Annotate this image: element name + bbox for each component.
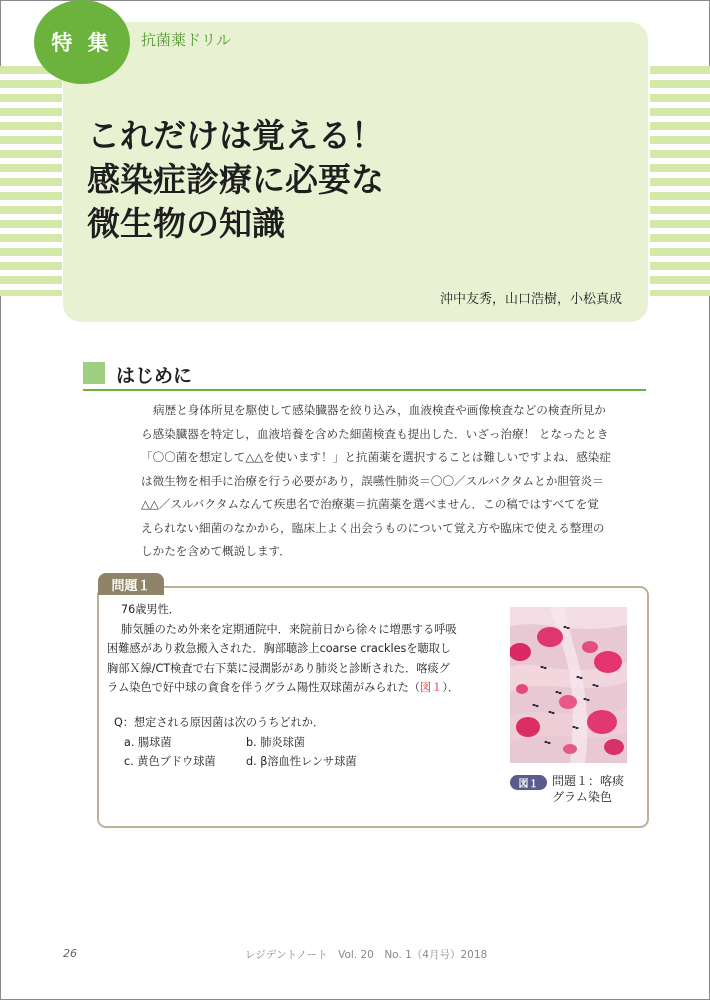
case-line: 困難感があり救急搬入された．胸部聴診上coarse cracklesを聴取し <box>107 642 452 656</box>
intro-line: △△／スルバクタムなんて疾患名で治療薬＝抗菌薬を選べません．この稿ではすべてを覚 <box>141 497 599 511</box>
section-rule <box>83 389 646 391</box>
problem-label: 問題１ <box>98 573 164 595</box>
title-line: 感染症診療に必要な <box>87 160 384 199</box>
option-row <box>114 752 504 772</box>
figure-reference-link[interactable]: 図１ <box>420 681 443 695</box>
option-d: d. β溶血性レンサ球菌 <box>246 755 357 769</box>
case-line-with-ref <box>107 678 502 698</box>
intro-paragraph <box>141 399 647 564</box>
option-a: a. 腸球菌 <box>124 735 172 749</box>
gram-stain-image <box>510 607 627 763</box>
intro-line: は微生物を相手に治療を行う必要があり，誤嚥性肺炎＝〇〇／スルバクタムとか胆管炎＝ <box>141 473 604 488</box>
category-label: 抗菌薬ドリル <box>141 31 232 49</box>
caption-line: 問題１：喀痰 <box>552 774 625 788</box>
figure-caption <box>552 773 638 805</box>
option-c: c. 黄色ブドウ球菌 <box>124 755 216 769</box>
intro-line: 「〇〇菌を想定して△△を使います！」と抗菌薬を選択することは難しいですよね．感染症 <box>141 450 611 464</box>
article-title <box>87 114 607 246</box>
problem-case <box>107 600 502 698</box>
case-line: 76歳男性． <box>121 603 180 616</box>
question-text: Q：想定される原因菌は次のうちどれか． <box>114 716 325 729</box>
case-line-close: ）． <box>442 681 460 695</box>
figure-badge: 図１ <box>510 775 547 790</box>
intro-line: 病歴と身体所見を駆使して感染臓器を絞り込み，血液検査や画像検査などの検査所見か <box>153 403 606 417</box>
option-row <box>114 733 504 753</box>
title-line: 微生物の知識 <box>87 204 285 243</box>
section-heading: はじめに <box>116 365 193 387</box>
intro-line: しかたを含めて概説します． <box>141 544 291 558</box>
case-line: 肺気腫のため外来を定期通院中．来院前日から徐々に増悪する呼吸 <box>121 622 457 636</box>
case-line: 胸部Ｘ線/CT検査で右下葉に浸潤影があり肺炎と診断された．喀痰グ <box>107 661 450 675</box>
title-line: これだけは覚える！ <box>87 116 384 155</box>
section-marker <box>83 362 105 384</box>
decorative-stripes-left <box>0 66 62 296</box>
case-line: ラム染色で好中球の貪食を伴うグラム陽性双球菌がみられた（ <box>107 681 421 695</box>
decorative-stripes-right <box>650 66 710 296</box>
authors: 沖中友秀，山口浩樹，小松真成 <box>439 292 622 307</box>
journal-footer: レジデントノート Vol. 20 No. 1（4月号）2018 <box>245 949 488 961</box>
option-b: b. 肺炎球菌 <box>246 735 305 749</box>
intro-line: えられない細菌のなかから，臨床上よく出会うものについて覚え方や臨床で使える整理の <box>141 520 605 535</box>
intro-line: ら感染臓器を特定し，血液培養を含めた細菌検査も提出した．いざっ治療！ となったとき <box>141 426 609 441</box>
page-number: 26 <box>63 947 77 960</box>
question-block <box>114 713 504 772</box>
feature-badge: 特 集 <box>34 0 130 84</box>
caption-line: グラム染色 <box>552 790 612 804</box>
